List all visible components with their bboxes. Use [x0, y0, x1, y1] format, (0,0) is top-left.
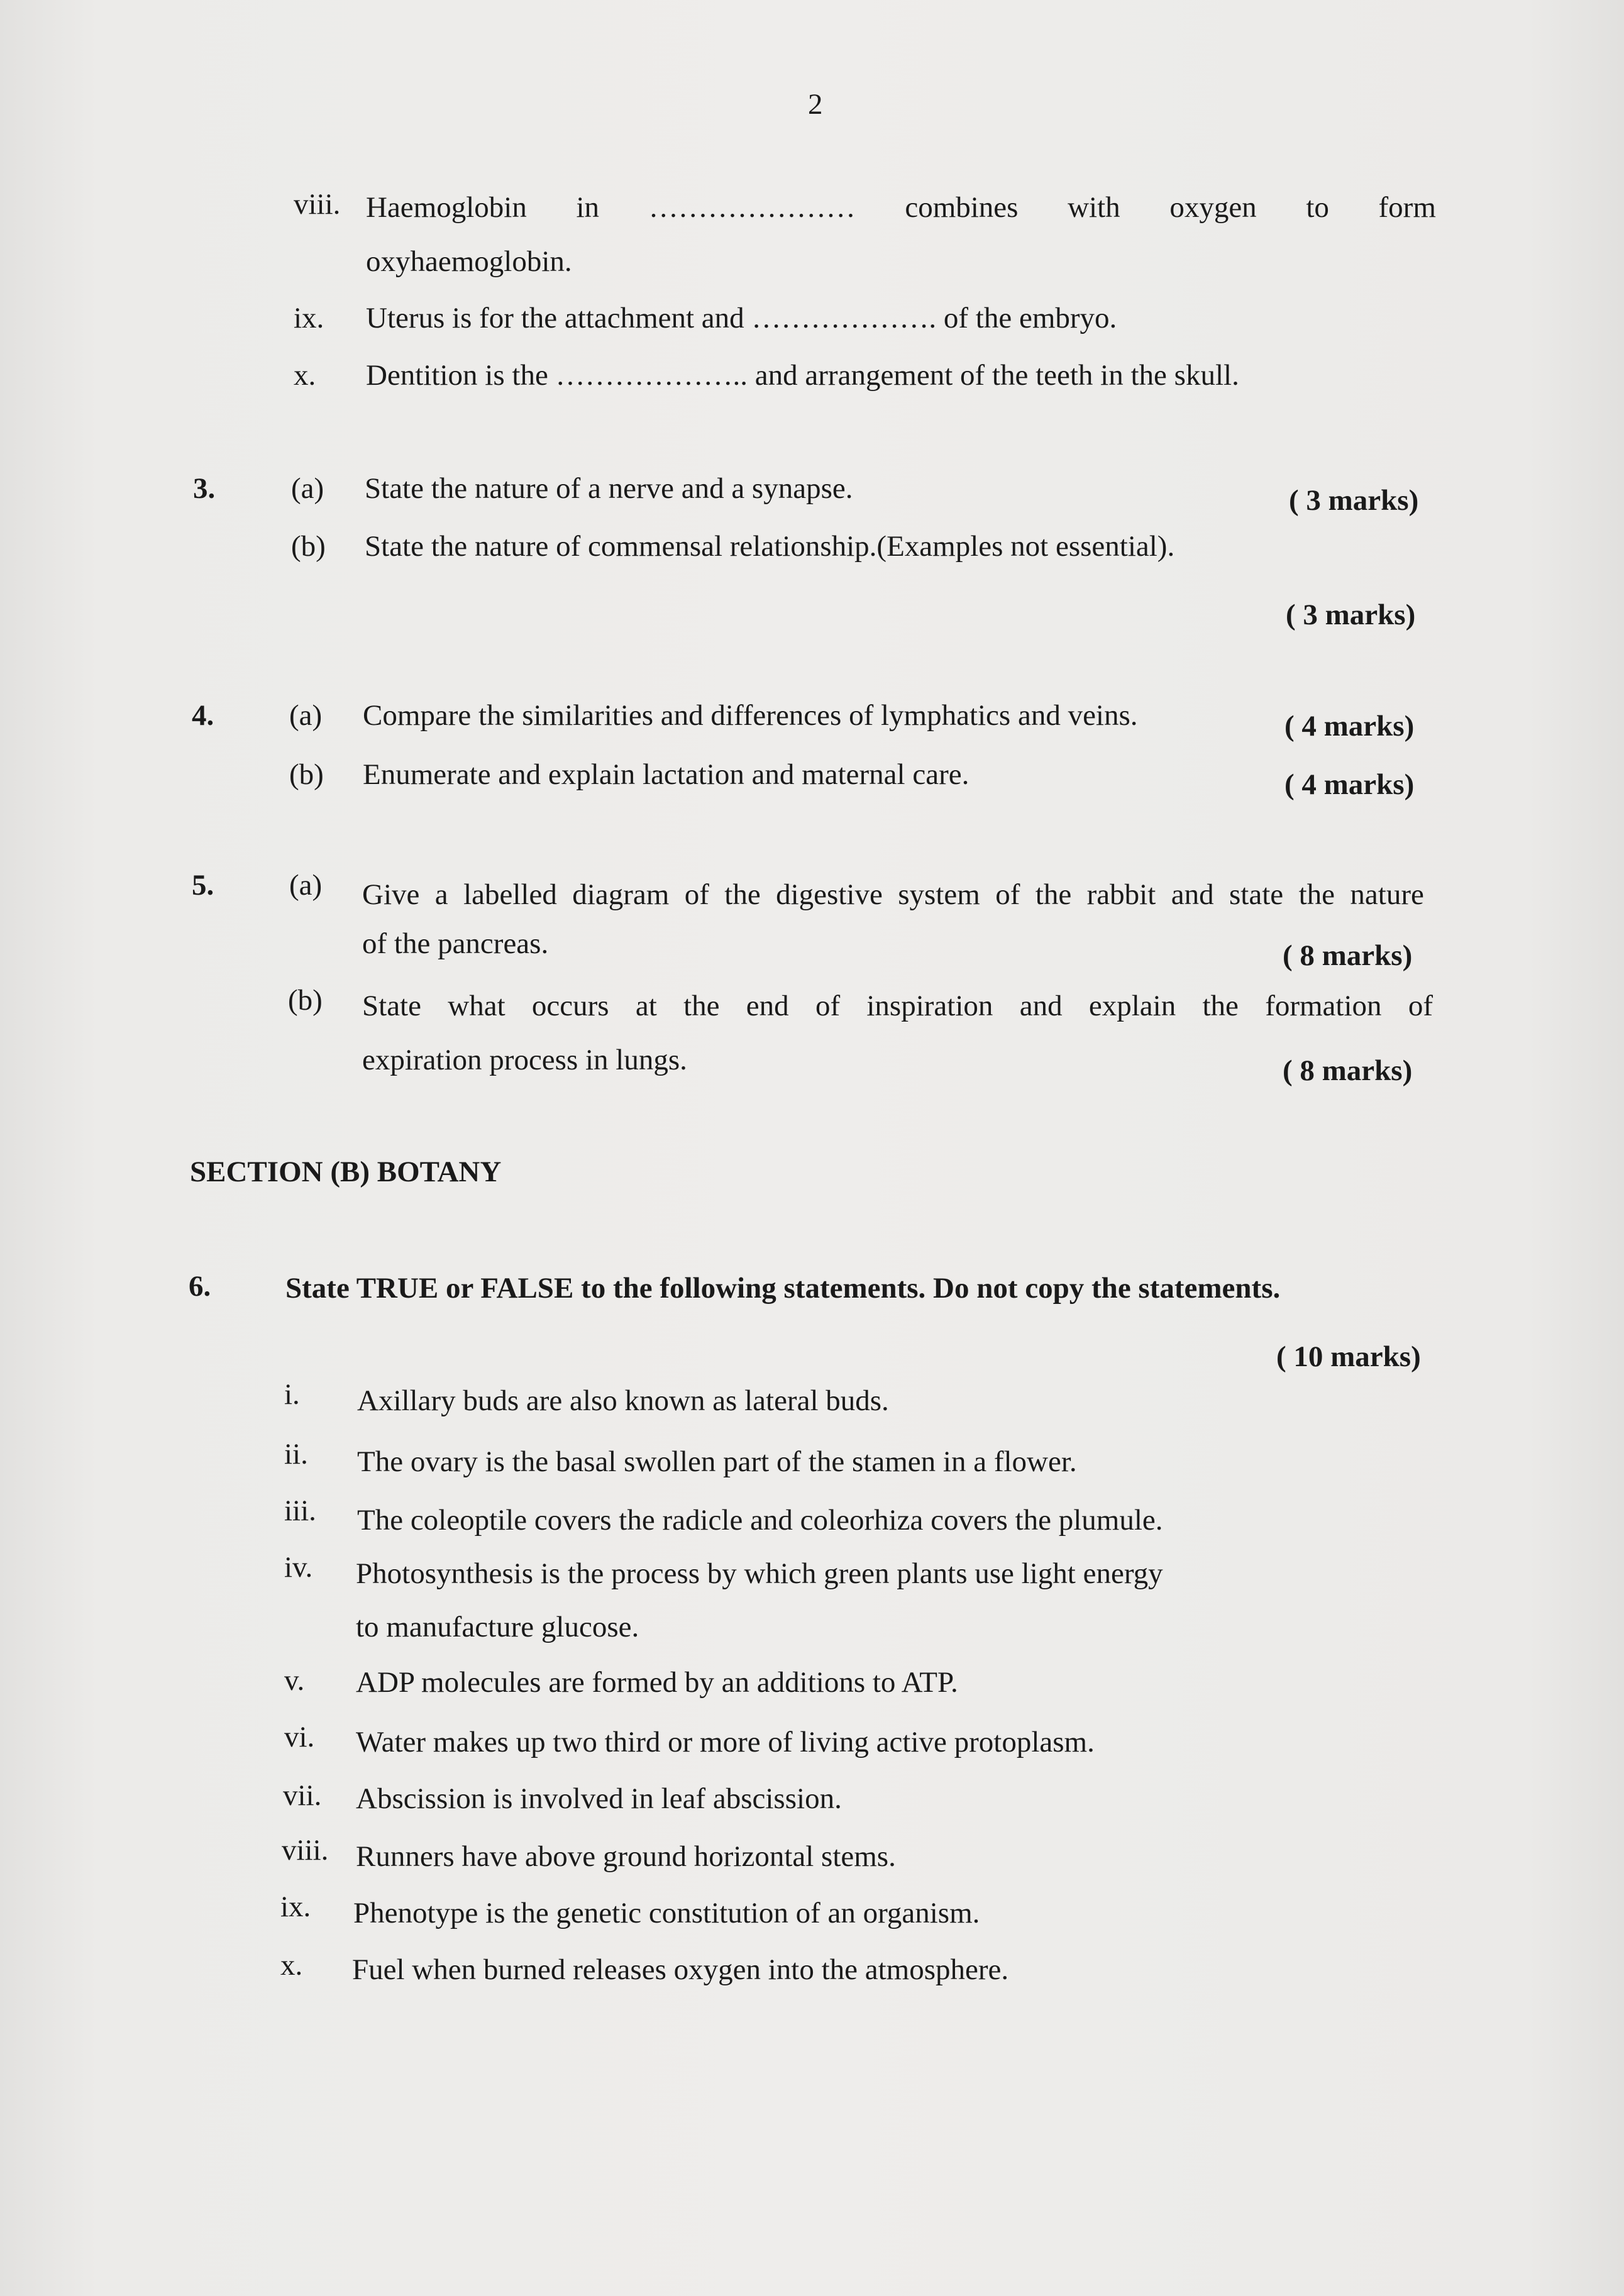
page-number: 2 — [808, 88, 823, 121]
marks-label: ( 8 marks) — [1283, 939, 1413, 972]
marks-label: ( 4 marks) — [1284, 768, 1415, 801]
subpart-label: (b) — [289, 758, 324, 791]
subpart-label: (a) — [289, 699, 323, 732]
word: and — [1019, 990, 1063, 1022]
statement-text: The ovary is the basal swollen part of the stamen in a flower. — [357, 1445, 1077, 1478]
word: the — [683, 990, 720, 1022]
fill-in-line — [366, 193, 1436, 223]
question-text: State the nature of commensal relationship.(Examples not essential). — [365, 530, 1175, 563]
word: State — [362, 990, 421, 1022]
question-text-continuation: of the pancreas. — [362, 927, 549, 960]
word: Give — [362, 878, 420, 911]
fill-in-continuation: oxyhaemoglobin. — [366, 245, 572, 278]
word: occurs — [531, 990, 609, 1022]
question-number: 6. — [189, 1270, 211, 1303]
word: formation — [1265, 990, 1382, 1022]
item-number: ix. — [280, 1890, 311, 1923]
statement-text: Axillary buds are also known as lateral buds. — [357, 1384, 889, 1417]
item-number: i. — [284, 1378, 300, 1411]
word: form — [1378, 191, 1436, 224]
marks-label: ( 3 marks) — [1286, 599, 1416, 631]
item-number: ii. — [284, 1438, 308, 1471]
section-heading: SECTION (B) BOTANY — [190, 1156, 502, 1188]
question-text: Compare the similarities and differences of lymphatics and veins. — [363, 699, 1138, 732]
question-text-line — [362, 991, 1433, 1021]
word: of — [1408, 990, 1433, 1022]
word: diagram — [572, 878, 670, 911]
statement-text: Runners have above ground horizontal stems. — [356, 1840, 896, 1873]
marks-label: ( 8 marks) — [1283, 1054, 1413, 1087]
word: digestive — [776, 878, 883, 911]
item-number: v. — [284, 1664, 305, 1697]
marks-label: ( 4 marks) — [1284, 710, 1415, 742]
fill-in-number: ix. — [294, 302, 324, 334]
question-instruction: State TRUE or FALSE to the following statements. Do not copy the statements. — [285, 1272, 1281, 1305]
question-text: Enumerate and explain lactation and maternal care. — [363, 758, 969, 791]
subpart-label: (a) — [291, 472, 324, 505]
fill-in-number: x. — [294, 359, 316, 392]
question-number: 3. — [193, 472, 216, 505]
fill-in-text: Dentition is the ……………….. and arrangement of the teeth in the skull. — [366, 359, 1239, 392]
item-number: vii. — [283, 1779, 322, 1812]
question-text: State the nature of a nerve and a synapse. — [365, 472, 853, 505]
blank: ………………… — [648, 191, 856, 224]
statement-text: Fuel when burned releases oxygen into the atmosphere. — [352, 1953, 1009, 1986]
word: oxygen — [1169, 191, 1257, 224]
question-number: 5. — [192, 869, 214, 902]
word: the — [724, 878, 761, 911]
item-number: iv. — [284, 1551, 313, 1584]
word: the — [1298, 878, 1335, 911]
item-number: iii. — [284, 1494, 316, 1527]
subpart-label: (a) — [289, 869, 323, 902]
statement-text: ADP molecules are formed by an additions to ATP. — [356, 1666, 958, 1699]
word: of — [815, 990, 841, 1022]
question-text-continuation: expiration process in lungs. — [362, 1044, 687, 1076]
word: and — [1171, 878, 1214, 911]
statement-text: Photosynthesis is the process by which green plants use light energy — [356, 1557, 1163, 1590]
word: system — [898, 878, 980, 911]
word: combines — [905, 191, 1019, 224]
word: nature — [1350, 878, 1424, 911]
word: with — [1068, 191, 1120, 224]
item-number: vi. — [284, 1721, 315, 1753]
item-number: x. — [280, 1949, 303, 1982]
word: labelled — [463, 878, 557, 911]
question-text-line — [362, 880, 1424, 910]
fill-in-text: Uterus is for the attachment and ………………. of the embryo. — [366, 302, 1117, 334]
question-number: 4. — [192, 699, 214, 732]
item-number: viii. — [282, 1834, 329, 1867]
subpart-label: (b) — [291, 530, 326, 563]
word: inspiration — [866, 990, 993, 1022]
statement-text: Abscission is involved in leaf abscission. — [356, 1782, 842, 1815]
word: to — [1306, 191, 1329, 224]
statement-text: The coleoptile covers the radicle and coleorhiza covers the plumule. — [357, 1504, 1163, 1537]
word: at — [635, 990, 657, 1022]
word: the — [1202, 990, 1239, 1022]
word: what — [448, 990, 505, 1022]
word: explain — [1088, 990, 1176, 1022]
word: of — [684, 878, 709, 911]
word: of — [995, 878, 1020, 911]
statement-text: Water makes up two third or more of living active protoplasm. — [356, 1726, 1095, 1758]
word: rabbit — [1086, 878, 1156, 911]
marks-label: ( 10 marks) — [1276, 1340, 1421, 1373]
word: state — [1229, 878, 1284, 911]
word: a — [434, 878, 448, 911]
statement-continuation: to manufacture glucose. — [356, 1611, 639, 1643]
word: end — [746, 990, 789, 1022]
fill-in-number: viii. — [294, 188, 341, 221]
word: in — [576, 191, 600, 224]
marks-label: ( 3 marks) — [1289, 484, 1419, 517]
word: Haemoglobin — [366, 191, 527, 224]
word: the — [1035, 878, 1072, 911]
statement-text: Phenotype is the genetic constitution of an organism. — [353, 1897, 980, 1929]
subpart-label: (b) — [288, 984, 323, 1017]
